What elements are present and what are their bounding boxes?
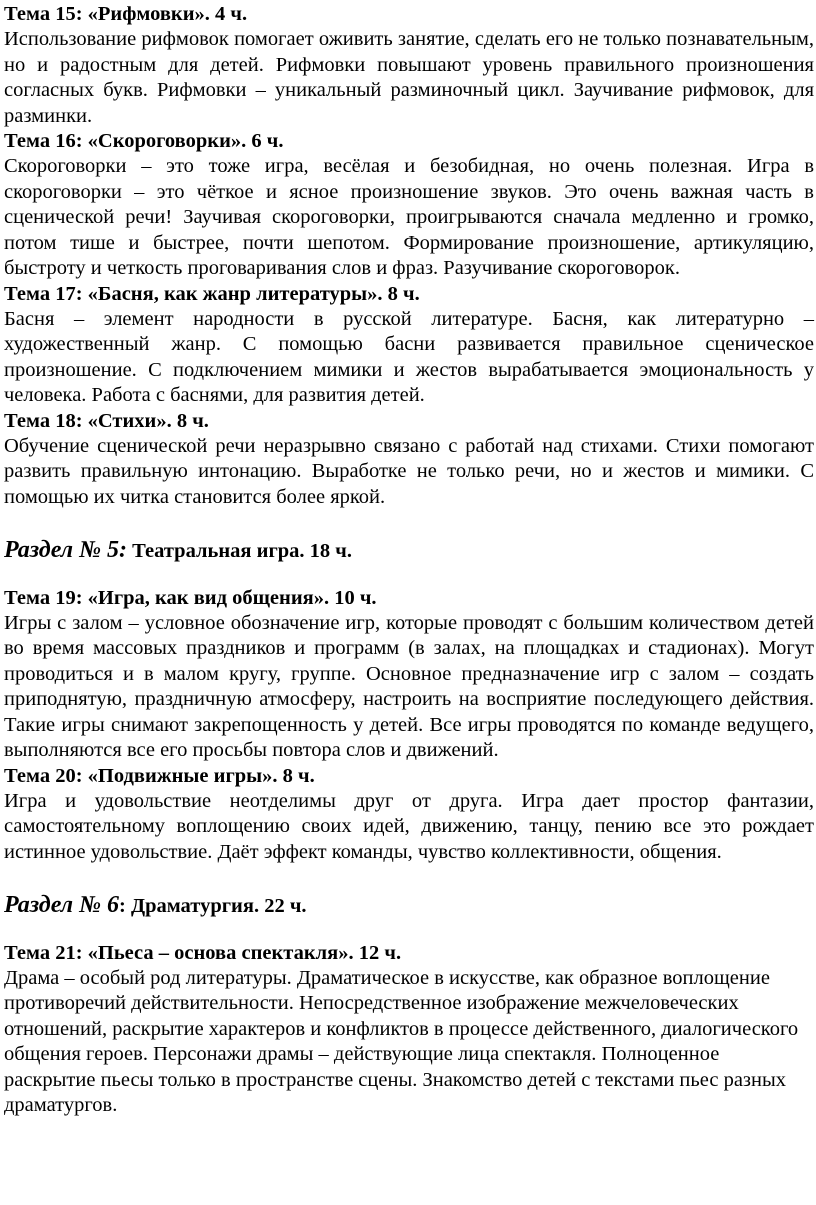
topic-19 xyxy=(4,586,814,764)
topic-20 xyxy=(4,764,814,866)
topic-text: Игра и удовольствие неотделимы друг от друга. Игра дает простор фантазии, самостоятельному воплощению своих идей, движению, танцу, пению все это рождает истинное удовольствие. Даёт эффект команды, чувство коллективности, общения. xyxy=(4,789,814,863)
topic-text: Игры с залом – условное обозначение игр, которые проводят с большим количеством детей во время массовых праздников и программ (в залах, на площадках и стадионах). Могут проводиться и в малом кругу, группе. Основное предназначение игр с залом – создать приподнятую, праздничную атмосферу, настроить на восприятие последующего действия. Такие игры снимают закрепощенность у детей. Все игры проводятся по команде ведущего, выполняются все его просьбы повтора слов и движений. xyxy=(4,611,814,761)
topic-16 xyxy=(4,129,814,282)
topic-heading: Тема 21: «Пьеса – основа спектакля». 12 ч. xyxy=(4,941,402,964)
section-label: Раздел № 6 xyxy=(4,892,120,918)
section-5-heading xyxy=(4,536,814,565)
section-label: Раздел № 5: xyxy=(4,537,128,563)
topic-text: Басня – элемент народности в русской литературе. Басня, как литературно – художественный жанр. С помощью басни развивается правильное сценическое произношение. С подключением мимики и жестов вырабатывается эмоциональность у человека. Работа с баснями, для развития детей. xyxy=(4,307,814,406)
topic-text: Обучение сценической речи неразрывно связано с работай над стихами. Стихи помогают развить правильную интонацию. Выработке не только речи, но и жестов и мимики. С помощью их читка становится более яркой. xyxy=(4,434,814,508)
section-6-heading xyxy=(4,891,814,920)
section-title: : Драматургия. 22 ч. xyxy=(119,895,307,917)
section-title: Театральная игра. 18 ч. xyxy=(127,540,352,562)
topic-18 xyxy=(4,409,814,511)
topic-17 xyxy=(4,282,814,409)
topic-heading: Тема 18: «Стихи». 8 ч. xyxy=(4,409,209,432)
topic-heading: Тема 19: «Игра, как вид общения». 10 ч. xyxy=(4,586,377,609)
topic-heading: Тема 15: «Рифмовки». 4 ч. xyxy=(4,3,248,25)
topic-text: Использование рифмовок помогает оживить занятие, сделать его не только познавательным, но и радостным для детей. Рифмовки повышают уровень правильного произношения согласных букв. Рифмовки – уникальный разминочный цикл. Заучивание рифмовок, для разминки. xyxy=(4,28,814,127)
topic-heading: Тема 20: «Подвижные игры». 8 ч. xyxy=(4,764,315,787)
topic-text: Драма – особый род литературы. Драматическое в искусстве, как образное воплощение противоречий действительности. Непосредственное изображение межчеловеческих отношений, раскрытие характеров и конфликтов в процессе действенного, диалогического общения героев. Персонажи драмы – действующие лица спектакля. Полноценное раскрытие пьесы только в пространстве сцены. Знакомство детей с текстами пьес разных драматургов. xyxy=(4,966,799,1116)
topic-heading: Тема 16: «Скороговорки». 6 ч. xyxy=(4,130,284,152)
topic-text: Скороговорки – это тоже игра, весёлая и безобидная, но очень полезная. Игра в скороговорки – это чёткое и ясное произношение звуков. Это очень важная часть в сценической речи! Заучивая скороговорки, проигрываются сначала медленно и громко, потом тише и быстрее, почти шепотом. Формирование произношение, артикуляцию, быстроту и четкость проговаривания слов и фраз. Разучивание скороговорок. xyxy=(4,155,814,279)
topic-21 xyxy=(4,941,814,1119)
topic-heading: Тема 17: «Басня, как жанр литературы». 8 ч. xyxy=(4,282,420,305)
topic-15 xyxy=(4,2,814,129)
